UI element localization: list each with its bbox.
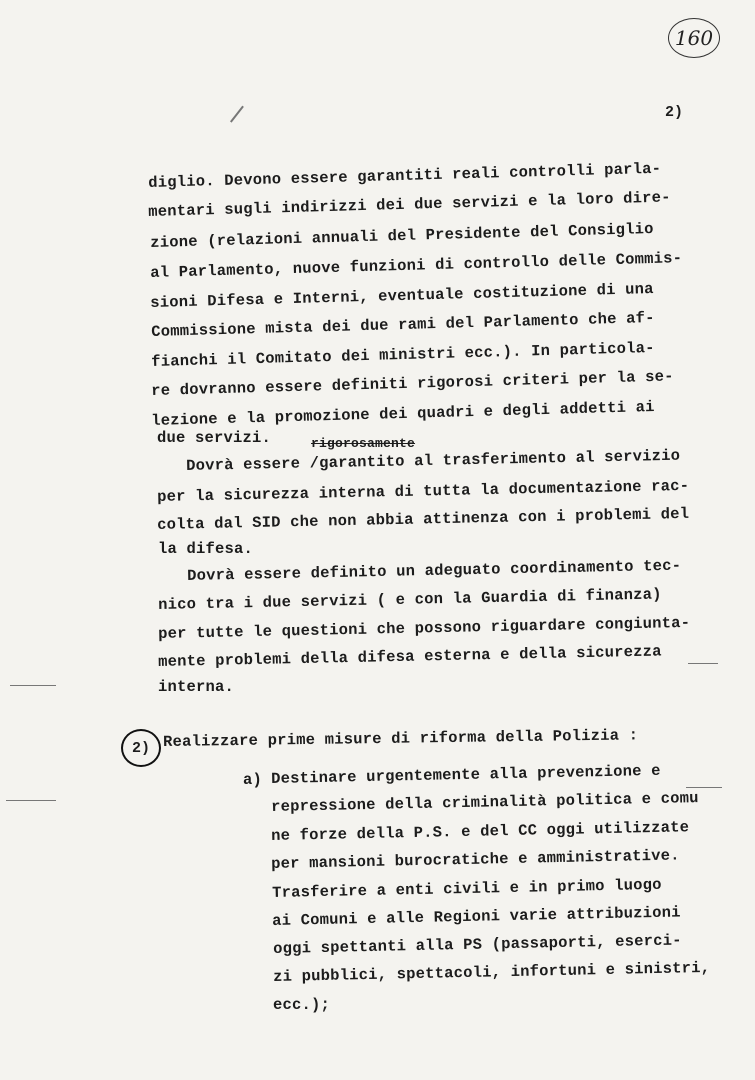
text-line: per tutte le questioni che possono riguardare congiunta-: [158, 613, 691, 643]
archive-page-stamp: 160: [668, 18, 720, 58]
text-line: ai Comuni e alle Regioni varie attribuzioni: [272, 903, 681, 930]
text-line: zione (relazioni annuali del Presidente del Consiglio: [150, 219, 654, 252]
text-line: re dovranno essere definiti rigorosi criteri per la se-: [151, 367, 674, 400]
text-line: lezione e la promozione dei quadri e degli addetti ai: [151, 397, 655, 430]
text-line: per la sicurezza interna di tutta la documentazione rac-: [157, 476, 690, 506]
text-line: mente problemi della difesa esterna e della sicurezza: [158, 642, 662, 671]
scan-mark: [10, 685, 56, 686]
page-number: 2): [665, 104, 684, 121]
text-line: nico tra i due servizi ( e con la Guardia di finanza): [158, 585, 662, 614]
text-line: due servizi.: [157, 429, 272, 447]
text-line: interna.: [158, 678, 235, 696]
scan-mark: [688, 663, 718, 664]
text-line: la difesa.: [158, 540, 254, 558]
text-line: ecc.);: [273, 996, 331, 1014]
text-line: zi pubblici, spettacoli, infortuni e sinistri,: [273, 958, 711, 986]
scan-mark: [6, 800, 56, 801]
scan-mark: [686, 787, 722, 788]
circled-section-number: 2): [121, 729, 161, 767]
text-line: repressione della criminalità politica e comu: [271, 789, 699, 816]
text-line: Dovrà essere definito un adeguato coordinamento tec-: [187, 556, 682, 585]
text-line: sioni Difesa e Interni, eventuale costituzione di una: [150, 279, 654, 312]
text-line: Commissione mista dei due rami del Parlamento che af-: [151, 308, 655, 341]
pen-mark: [230, 106, 243, 123]
text-line: mentari sugli indirizzi dei due servizi e la loro dire-: [148, 188, 671, 221]
text-line: Destinare urgentemente alla prevenzione e: [271, 761, 661, 788]
text-line: per mansioni burocratiche e amministrative.: [271, 846, 680, 873]
text-line: ne forze della P.S. e del CC oggi utilizzate: [271, 818, 690, 845]
text-line: oggi spettanti alla PS (passaporti, eserci-: [273, 931, 682, 958]
text-line: Dovrà essere /garantito al trasferimento al servizio: [186, 446, 681, 475]
text-line: al Parlamento, nuove funzioni di controllo delle Commis-: [150, 249, 683, 282]
struck-insertion: rigorosamente: [311, 436, 416, 451]
text-line: diglio. Devono essere garantiti reali controlli parla-: [148, 159, 662, 192]
item-label: a): [243, 771, 263, 789]
text-line: fianchi il Comitato dei ministri ecc.). In particola-: [151, 338, 655, 371]
text-line: Trasferire a enti civili e in primo luogo: [272, 875, 662, 902]
text-line: colta dal SID che non abbia attinenza con i problemi del: [157, 504, 690, 534]
section-title: Realizzare prime misure di riforma della Polizia :: [163, 726, 639, 751]
